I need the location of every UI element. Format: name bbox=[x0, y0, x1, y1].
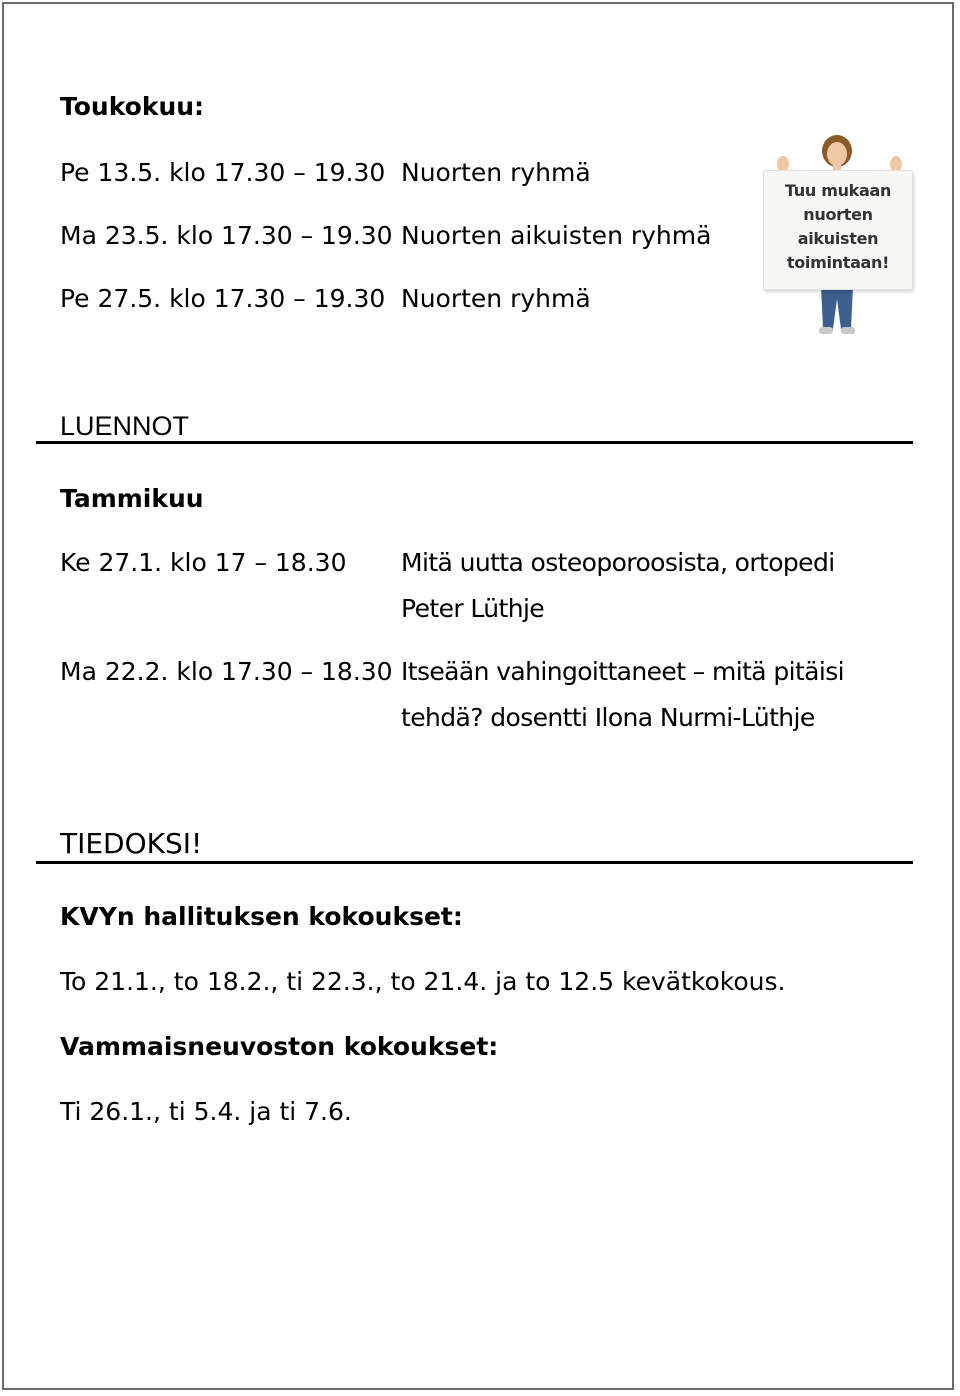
month-heading: Tammikuu bbox=[60, 484, 204, 513]
promo-sign bbox=[763, 170, 913, 290]
event-date: Pe 13.5. klo 17.30 – 19.30 bbox=[60, 158, 386, 187]
event-title: Nuorten ryhmä bbox=[401, 284, 591, 313]
event-title: Nuorten ryhmä bbox=[401, 158, 591, 187]
sign-text-line: toimintaan! bbox=[786, 253, 890, 272]
section-divider bbox=[36, 861, 913, 864]
volunteer-illustration bbox=[755, 134, 915, 339]
section-heading-notices: TIEDOKSI! bbox=[60, 827, 203, 860]
lecture-title: Mitä uutta osteoporoosista, ortopedi bbox=[401, 548, 835, 577]
sign-text-line: nuorten bbox=[803, 205, 873, 224]
sign-text-line: Tuu mukaan bbox=[784, 181, 892, 200]
event-title: Nuorten aikuisten ryhmä bbox=[401, 221, 712, 250]
lecture-date: Ma 22.2. klo 17.30 – 18.30 bbox=[60, 657, 393, 686]
event-date: Pe 27.5. klo 17.30 – 19.30 bbox=[60, 284, 386, 313]
section-heading-lectures: LUENNOT bbox=[60, 411, 190, 441]
section-divider bbox=[36, 441, 913, 444]
council-meetings-heading: Vammaisneuvoston kokoukset: bbox=[60, 1032, 499, 1061]
board-meetings-heading: KVYn hallituksen kokoukset: bbox=[60, 902, 463, 931]
sign-text-line: aikuisten bbox=[797, 229, 879, 248]
lecture-title: Peter Lüthje bbox=[401, 594, 545, 623]
council-meetings-dates: Ti 26.1., ti 5.4. ja ti 7.6. bbox=[60, 1097, 352, 1126]
section-heading-may: Toukokuu: bbox=[60, 92, 205, 121]
lecture-title: tehdä? dosentti Ilona Nurmi-Lüthje bbox=[401, 703, 815, 732]
lecture-date: Ke 27.1. klo 17 – 18.30 bbox=[60, 548, 347, 577]
lecture-title: Itseään vahingoittaneet – mitä pitäisi bbox=[401, 657, 845, 686]
board-meetings-dates: To 21.1., to 18.2., ti 22.3., to 21.4. ja to 12.5 kevätkokous. bbox=[60, 967, 786, 996]
event-date: Ma 23.5. klo 17.30 – 19.30 bbox=[60, 221, 393, 250]
